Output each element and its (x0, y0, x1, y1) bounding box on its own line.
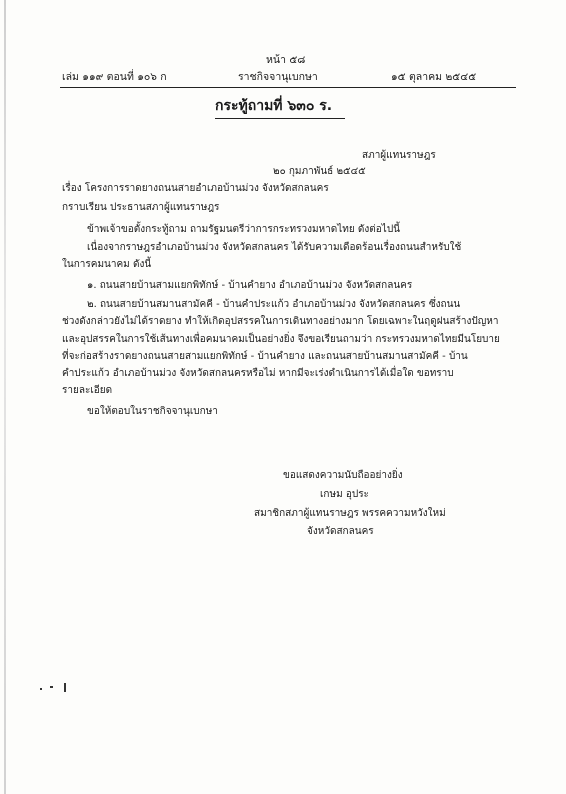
body-item-2-line: รายละเอียด (62, 385, 113, 396)
body-intro: ข้าพเจ้าขอตั้งกระทู้ถาม ถามรัฐมนตรีว่าการกระทรวงมหาดไทย ดังต่อไปนี้ (87, 224, 400, 235)
recipient-org: สภาผู้แทนราษฎร (362, 150, 436, 161)
signature-closing: ขอแสดงความนับถืออย่างยิ่ง (283, 470, 403, 481)
signature-position: สมาชิกสภาผู้แทนราษฎร พรรคความหวังใหม่ (254, 508, 446, 519)
scan-speck (40, 688, 42, 690)
scan-edge (4, 0, 6, 794)
salutation-line: กราบเรียน ประธานสภาผู้แทนราษฎร (62, 202, 220, 213)
scan-speck (64, 683, 66, 692)
header-gazette-name: ราชกิจจานุเบกษา (238, 71, 318, 83)
header-page-number: หน้า ๕๘ (266, 54, 306, 66)
header-rule (60, 87, 516, 88)
signature-name: เกษม อุประ (320, 489, 369, 500)
header-date: ๑๕ ตุลาคม ๒๕๔๕ (391, 71, 477, 83)
body-item-2-line: และอุปสรรคในการใช้เส้นทางเพื่อคมนาคมเป็นอย่างยิ่ง จึงขอเรียนถามว่า กระทรวงมหาดไทยมีนโยบาย (62, 334, 500, 345)
signature-province: จังหวัดสกลนคร (307, 526, 374, 537)
letter-date: ๒๐ กุมภาพันธ์ ๒๕๔๕ (273, 166, 366, 177)
document-title: กระทู้ถามที่ ๖๓๐ ร. (215, 98, 333, 114)
header-volume: เล่ม ๑๑๙ ตอนที่ ๑๐๖ ก (62, 71, 167, 83)
scan-speck (50, 686, 53, 688)
body-item-2-line: คำประแก้ว อำเภอบ้านม่วง จังหวัดสกลนครหรือไม่ หากมีจะเร่งดำเนินการได้เมื่อใด ขอทราบ (62, 368, 454, 379)
body-item-2-line: ที่จะก่อสร้างราดยางถนนสายสามแยกพิทักษ์ - บ้านคำยาง และถนนสายบ้านสมานสามัคคี - บ้าน (62, 351, 468, 362)
body-paragraph-line: ในการคมนาคม ดังนี้ (62, 259, 152, 270)
body-item-1: ๑. ถนนสายบ้านสามแยกพิทักษ์ - บ้านคำยาง อำเภอบ้านม่วง จังหวัดสกลนคร (87, 280, 413, 291)
subject-line: เรื่อง โครงการราดยางถนนสายอำเภอบ้านม่วง จังหวัดสกลนคร (62, 183, 329, 194)
body-request: ขอให้ตอบในราชกิจจานุเบกษา (87, 406, 218, 417)
body-paragraph-line: เนื่องจากราษฎรอำเภอบ้านม่วง จังหวัดสกลนคร ได้รับความเดือดร้อนเรื่องถนนสำหรับใช้ (87, 242, 462, 253)
body-item-2-line: ช่วงดังกล่าวยังไม่ได้ราดยาง ทำให้เกิดอุปสรรคในการเดินทางอย่างมาก โดยเฉพาะในฤดูฝนสร้างปัญหา (62, 316, 499, 327)
title-underline (215, 118, 345, 119)
body-item-2-line: ๒. ถนนสายบ้านสมานสามัคคี - บ้านคำประแก้ว อำเภอบ้านม่วง จังหวัดสกลนคร ซึ่งถนน (87, 299, 461, 310)
